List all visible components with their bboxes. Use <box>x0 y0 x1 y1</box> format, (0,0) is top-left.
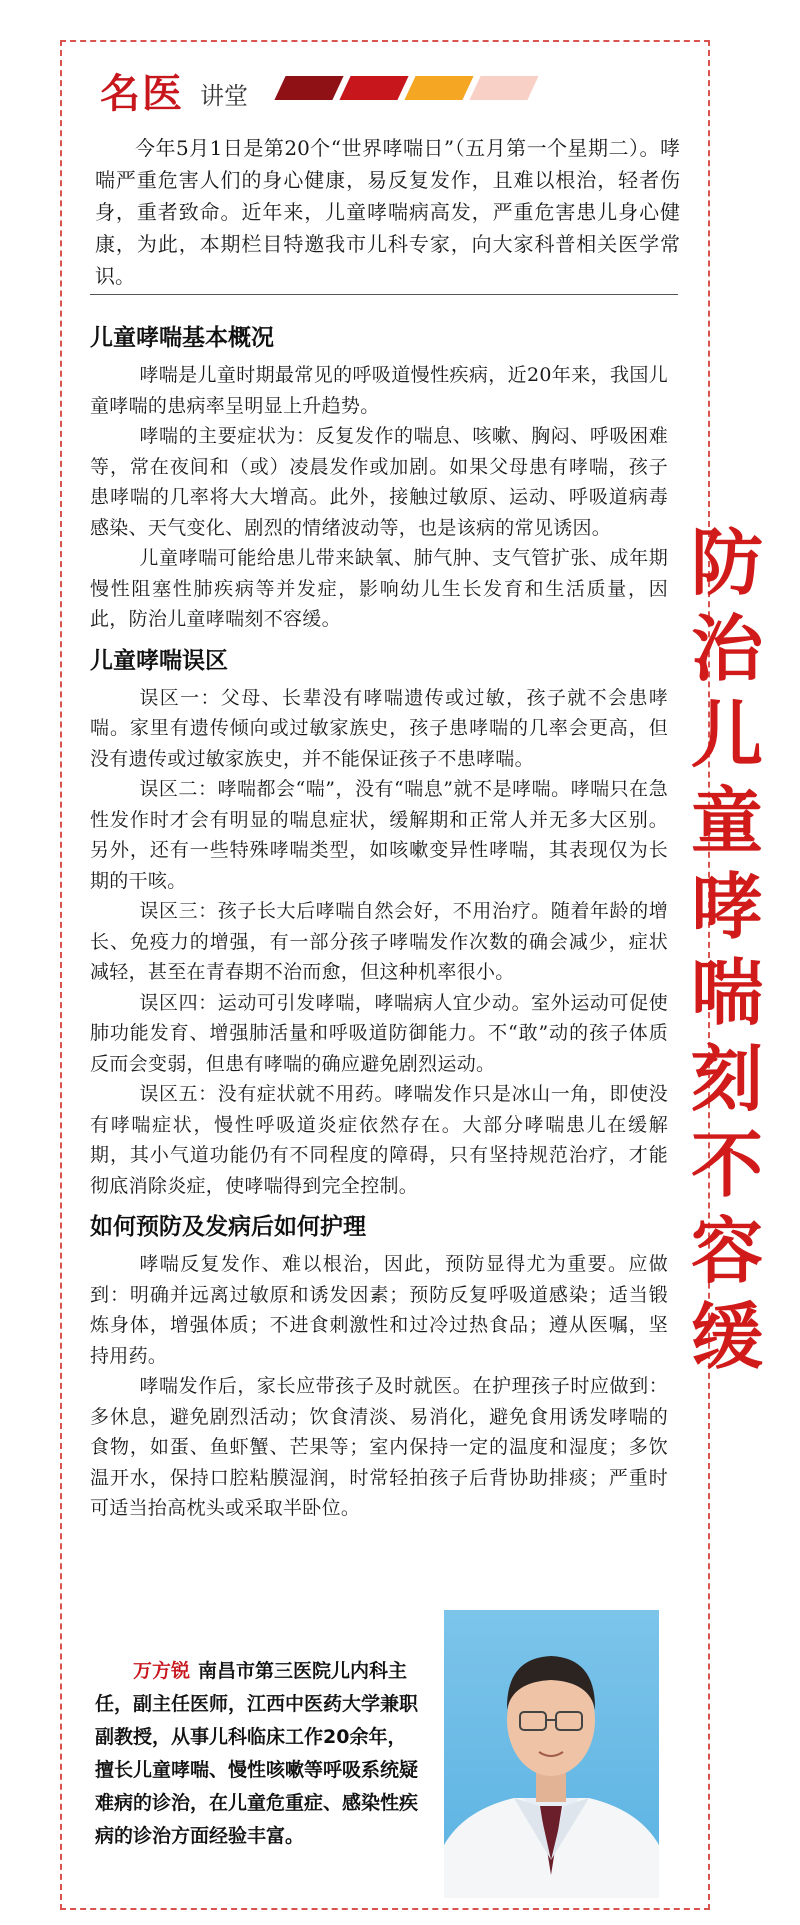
title-character: 刻 <box>690 1036 763 1121</box>
title-character: 哮 <box>690 864 763 949</box>
header-stripe <box>469 76 538 100</box>
doctor-name: 万方锐 <box>133 1660 191 1682</box>
title-character: 防 <box>690 520 763 605</box>
title-character: 缓 <box>690 1294 763 1379</box>
doctor-photo <box>444 1610 659 1898</box>
doctor-portrait-illustration <box>444 1610 659 1898</box>
paragraph: 误区五：没有症状就不用药。哮喘发作只是冰山一角，即使没有哮喘症状，慢性呼吸道炎症依然存在。大部分哮喘患儿在缓解期，其小气道功能仍有不同程度的障碍，只有坚持规范治疗，才能彻底消除炎症，使哮喘得到完全控制。 <box>90 1083 668 1197</box>
section-heading: 儿童哮喘误区 <box>90 647 228 674</box>
title-character: 童 <box>690 778 763 863</box>
header-stripe <box>274 76 343 100</box>
paragraph: 哮喘是儿童时期最常见的呼吸道慢性疾病，近20年来，我国儿童哮喘的患病率呈明显上升趋势。 <box>90 364 668 417</box>
paragraph: 哮喘的主要症状为：反复发作的喘息、咳嗽、胸闷、呼吸困难等，常在夜间和（或）凌晨发作或加剧。如果父母患有哮喘，孩子患哮喘的几率将大大增高。此外，接触过敏原、运动、呼吸道病毒感染、天气变化、剧烈的情绪波动等，也是该病的常见诱因。 <box>90 425 668 539</box>
column-name-sub: 讲堂 <box>200 82 248 110</box>
section-heading: 儿童哮喘基本概况 <box>90 325 274 351</box>
paragraph: 误区二：哮喘都会“喘”，没有“喘息”就不是哮喘。哮喘只在急性发作时才会有明显的喘息症状，缓解期和正常人并无多大区别。另外，还有一些特殊哮喘类型，如咳嗽变异性哮喘，其表现仅为长期的干咳。 <box>90 778 668 892</box>
section-heading: 如何预防及发病后如何护理 <box>90 1214 366 1240</box>
column-name-main: 名医 <box>100 71 184 117</box>
intro-paragraph: 今年5月1日是第20个“世界哮喘日”（五月第一个星期二）。哮喘严重危害人们的身心健康，易反复发作，且难以根治，轻者伤身，重者致命。近年来，儿童哮喘病高发，严重危害患儿身心健康，为此，本期栏目特邀我市儿科专家，向大家科普相关医学常识。 <box>95 136 680 288</box>
paragraph: 哮喘发作后，家长应带孩子及时就医。在护理孩子时应做到：多休息，避免剧烈活动；饮食清淡、易消化，避免食用诱发哮喘的食物，如蛋、鱼虾蟹、芒果等；室内保持一定的温度和湿度；多饮温开水，保持口腔粘膜湿润，时常轻拍孩子后背协助排痰；严重时可适当抬高枕头或采取半卧位。 <box>90 1375 668 1519</box>
paragraph: 误区一：父母、长辈没有哮喘遗传或过敏，孩子就不会患哮喘。家里有遗传倾向或过敏家族史，孩子患哮喘的几率会更高，但没有遗传或过敏家族史，并不能保证孩子不患哮喘。 <box>90 686 668 770</box>
article-body <box>90 322 668 1524</box>
paragraph: 误区四：运动可引发哮喘，哮喘病人宜少动。室外运动可促使肺功能发育、增强肺活量和呼吸道防御能力。不“敢”动的孩子体质反而会变弱，但患有哮喘的确应避免剧烈运动。 <box>90 991 668 1075</box>
title-character: 容 <box>690 1208 763 1293</box>
column-header <box>100 62 540 117</box>
divider <box>90 294 678 295</box>
title-character: 治 <box>690 606 763 691</box>
paragraph: 误区三：孩子长大后哮喘自然会好，不用治疗。随着年龄的增长、免疫力的增强，有一部分孩子哮喘发作次数的确会减少，症状减轻，甚至在青春期不治而愈，但这种机率很小。 <box>90 900 668 983</box>
header-stripe <box>404 76 473 100</box>
header-stripe <box>339 76 408 100</box>
paragraph: 哮喘反复发作、难以根治，因此，预防显得尤为重要。应做到：明确并远离过敏原和诱发因素；预防反复呼吸道感染；适当锻炼身体，增强体质；不进食刺激性和过冷过热食品；遵从医嘱，坚持用药。 <box>90 1253 668 1367</box>
title-character: 喘 <box>690 950 763 1035</box>
doctor-bio <box>95 1655 425 1853</box>
paragraph: 儿童哮喘可能给患儿带来缺氧、肺气肿、支气管扩张、成年期慢性阻塞性肺疾病等并发症，影响幼儿生长发育和生活质量，因此，防治儿童哮喘刻不容缓。 <box>90 547 668 630</box>
title-character: 儿 <box>690 692 763 777</box>
doctor-description: 南昌市第三医院儿内科主任，副主任医师，江西中医药大学兼职副教授，从事儿科临床工作20余年，擅长儿童哮喘、慢性咳嗽等呼吸系统疑难病的诊治，在儿童危重症、感染性疾病的诊治方面经验丰富。 <box>95 1660 419 1847</box>
title-character: 不 <box>690 1122 763 1207</box>
article-title <box>682 520 772 1380</box>
